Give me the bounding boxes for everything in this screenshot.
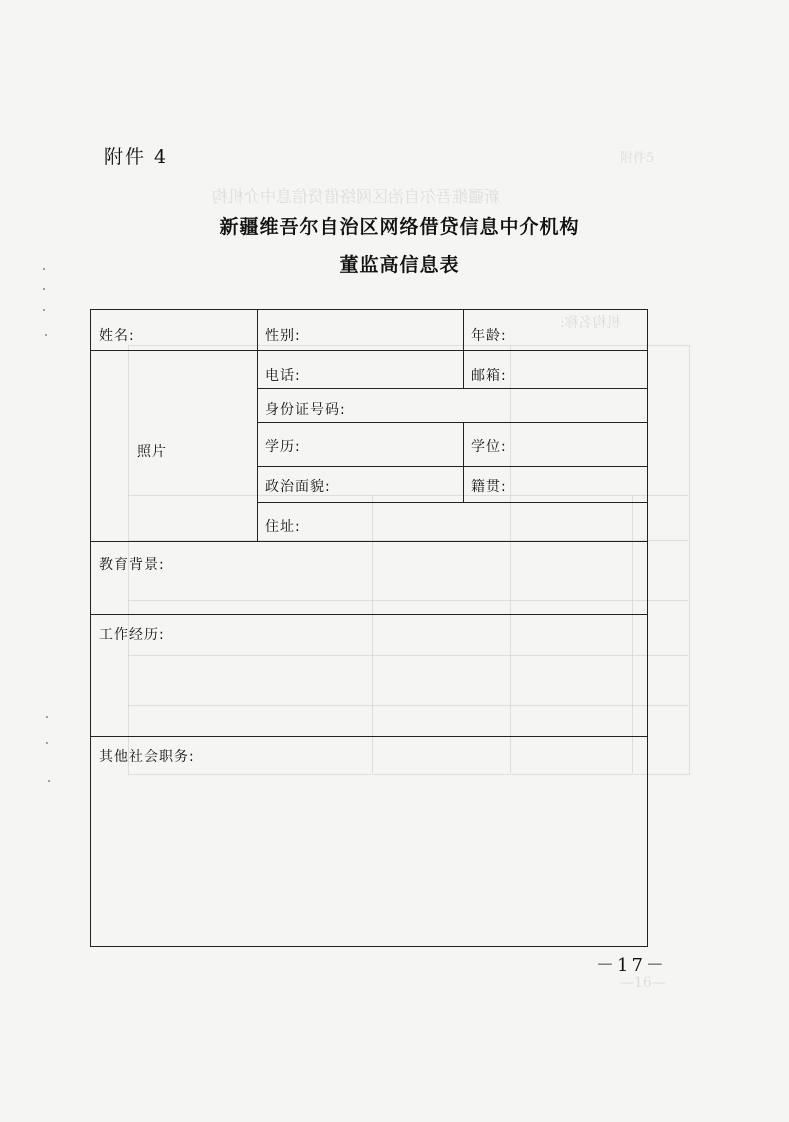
- form-title-line1: 新疆维吾尔自治区网络借贷信息中介机构: [219, 216, 580, 238]
- form-title-line2: 董监高信息表: [339, 254, 460, 276]
- row-divider: [257, 466, 647, 467]
- name-label: 姓名:: [99, 328, 135, 344]
- email-label: 邮箱:: [471, 368, 507, 384]
- margin-dot: [46, 716, 48, 718]
- info-form-table: [90, 309, 648, 947]
- address-label: 住址:: [265, 519, 301, 535]
- column-divider: [463, 310, 464, 388]
- column-divider: [257, 310, 258, 541]
- margin-dot: [43, 309, 45, 311]
- margin-dot: [46, 742, 48, 744]
- ghost-title: 新疆维吾尔自治区网络借贷信息中介机构: [212, 187, 501, 206]
- row-divider: [257, 422, 647, 423]
- ghost-annex: 附件5: [620, 151, 655, 166]
- age-label: 年龄:: [471, 328, 507, 344]
- degree-label: 学位:: [471, 439, 507, 455]
- margin-dot: [48, 780, 50, 782]
- education-level-label: 学历:: [265, 439, 301, 455]
- photo-label: 照片: [137, 444, 167, 460]
- annex-label: 附件 4: [104, 146, 169, 168]
- row-divider: [257, 388, 647, 389]
- row-divider: [91, 541, 647, 542]
- ghost-heading: 机构名称:: [560, 315, 621, 331]
- row-divider: [91, 736, 647, 737]
- work-experience-label: 工作经历:: [99, 627, 165, 643]
- ghost-pagenum: —16—: [620, 975, 666, 991]
- row-divider: [91, 350, 647, 351]
- native-place-label: 籍贯:: [471, 479, 507, 495]
- phone-label: 电话:: [265, 368, 301, 384]
- row-divider: [91, 614, 647, 615]
- row-divider: [257, 502, 647, 503]
- column-divider: [463, 422, 464, 502]
- gender-label: 性别:: [265, 328, 301, 344]
- political-status-label: 政治面貌:: [265, 479, 331, 495]
- other-social-positions-label: 其他社会职务:: [99, 749, 195, 765]
- education-background-label: 教育背景:: [99, 557, 165, 573]
- margin-dot: [45, 334, 47, 336]
- id-number-label: 身份证号码:: [265, 402, 346, 418]
- margin-dot: [43, 288, 45, 290]
- page-number: －17－: [596, 955, 667, 976]
